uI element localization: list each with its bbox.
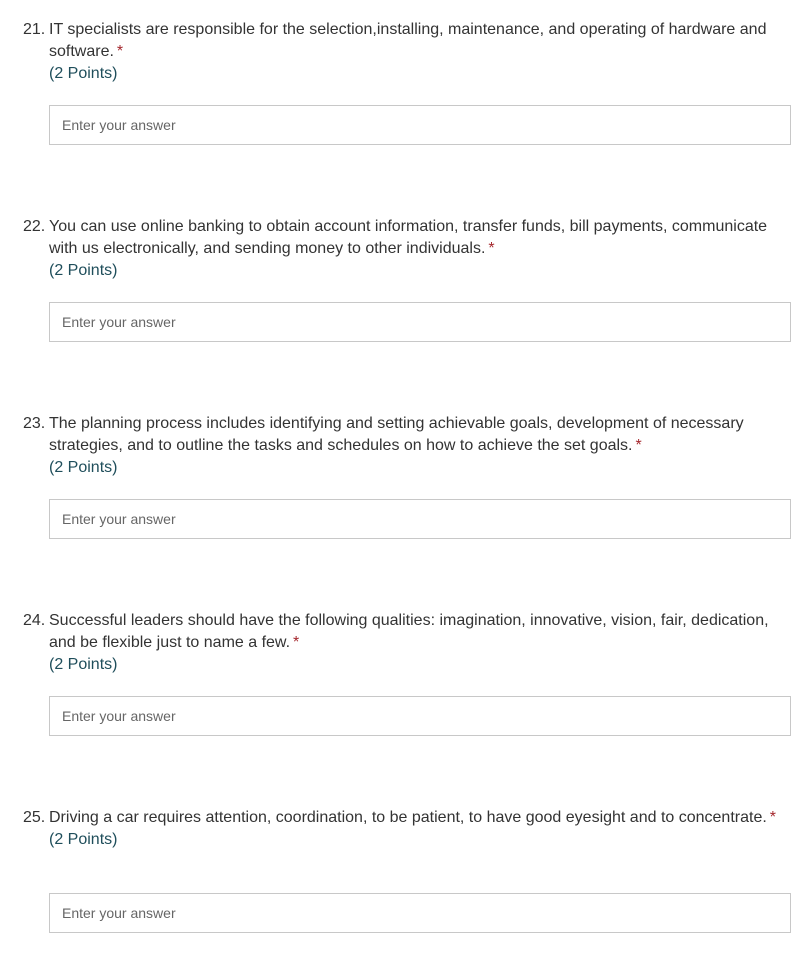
question-text: The planning process includes identifying and setting achievable goals, development of necessary strategies, and to outline the tasks and schedules on how to achieve the set goals. (49, 415, 744, 454)
answer-input-23[interactable] (49, 499, 791, 539)
question-title (0, 216, 807, 282)
question-title (0, 610, 807, 676)
answer-input-25[interactable] (49, 893, 791, 933)
question-text: You can use online banking to obtain account information, transfer funds, bill payments, communicate with us electronically, and sending money to other individuals. (49, 218, 768, 257)
required-asterisk: * (488, 240, 495, 257)
question-title (0, 807, 807, 851)
question-22 (0, 216, 807, 282)
question-text: Successful leaders should have the following qualities: imagination, innovative, vision, fair, dedication, and be flexible just to name a few. (49, 612, 769, 651)
question-21 (0, 19, 807, 85)
question-number: 21. (23, 21, 46, 38)
answer-input-22[interactable] (49, 302, 791, 342)
question-text: Driving a car requires attention, coordination, to be patient, to have good eyesight and to concentrate. (49, 809, 767, 826)
required-asterisk: * (116, 43, 124, 60)
answer-input-24[interactable] (49, 696, 791, 736)
question-points: (2 Points) (49, 65, 118, 82)
question-points: (2 Points) (49, 656, 118, 673)
question-points: (2 Points) (49, 262, 118, 279)
answer-input-21[interactable] (49, 105, 791, 145)
question-title (0, 19, 807, 85)
question-number: 24. (23, 612, 46, 629)
question-points: (2 Points) (49, 459, 118, 476)
question-points: (2 Points) (49, 831, 118, 848)
required-asterisk: * (769, 809, 777, 826)
required-asterisk: * (293, 634, 300, 651)
question-title (0, 413, 807, 479)
question-24 (0, 610, 807, 676)
question-25 (0, 807, 807, 851)
question-text: IT specialists are responsible for the selection,installing, maintenance, and operating of hardware and software. (49, 21, 767, 60)
question-number: 25. (23, 809, 46, 826)
required-asterisk: * (635, 437, 642, 454)
question-number: 22. (23, 218, 46, 235)
question-23 (0, 413, 807, 479)
question-number: 23. (23, 415, 46, 432)
